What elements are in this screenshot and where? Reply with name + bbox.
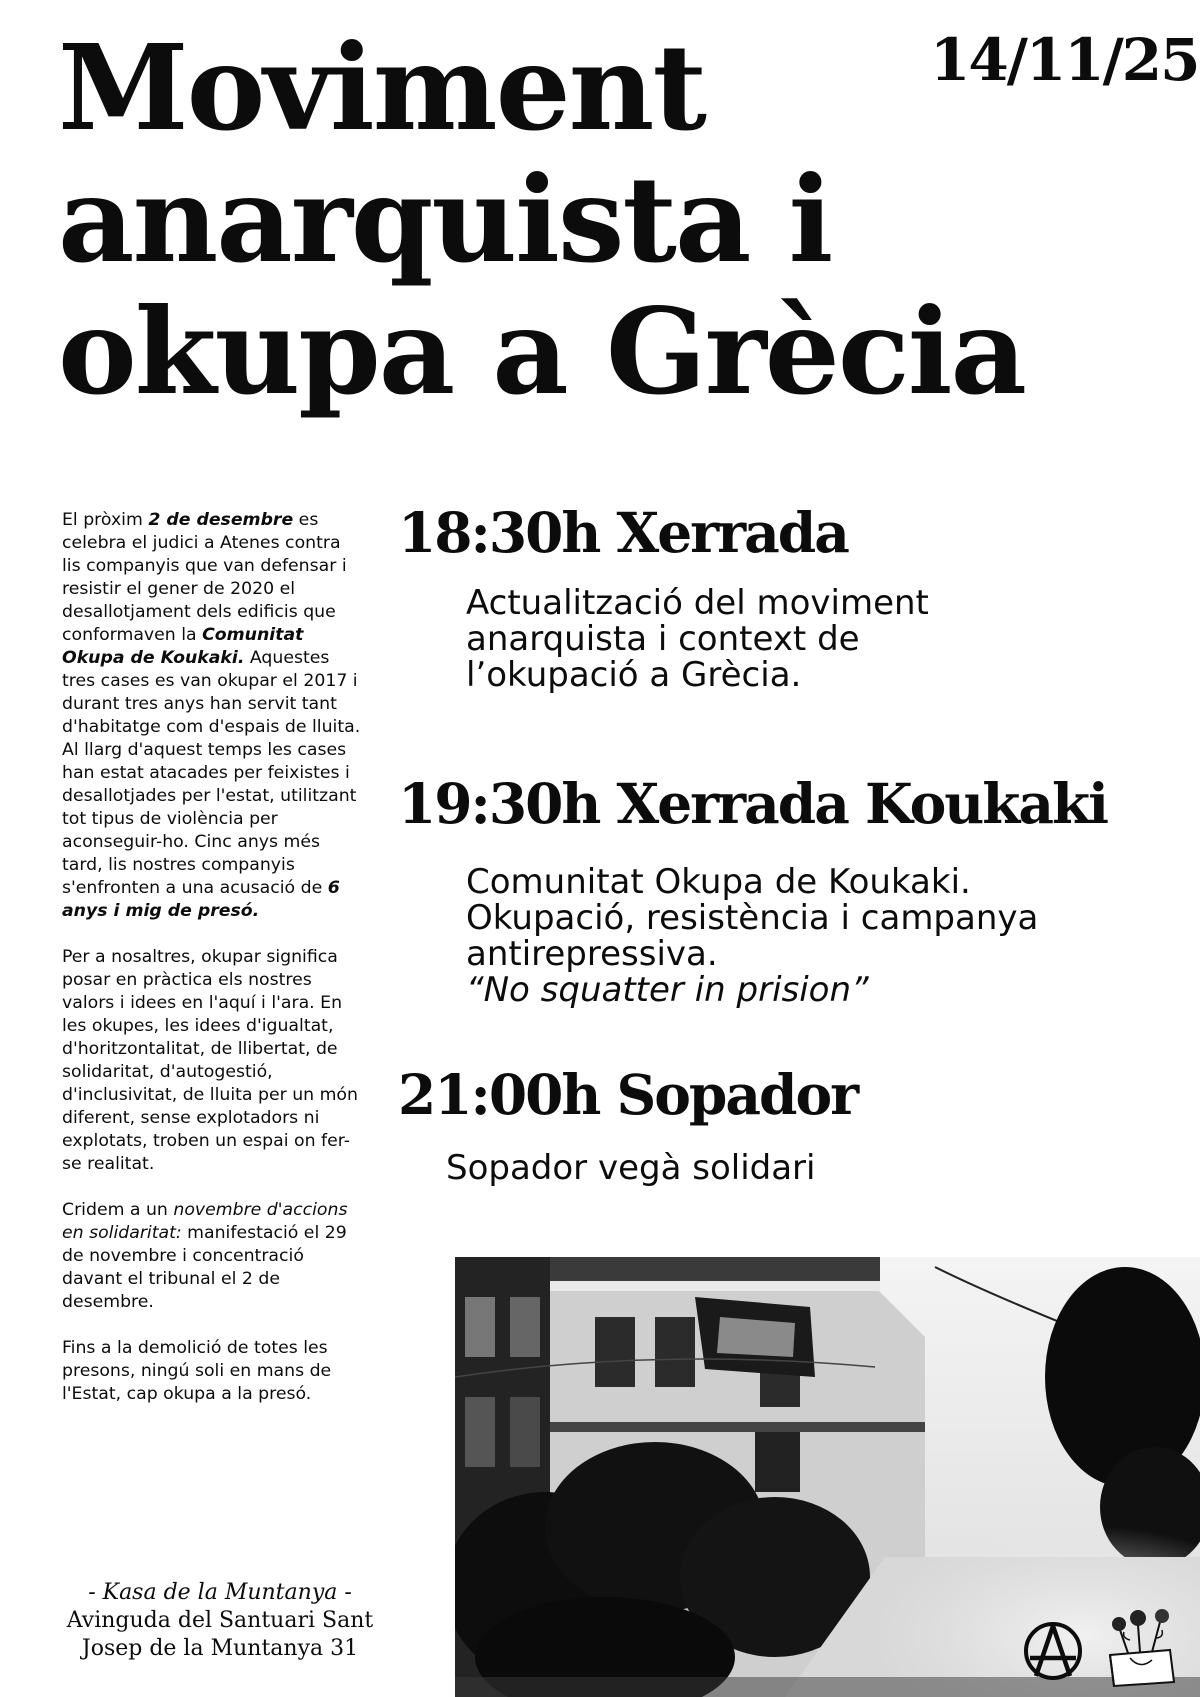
- p1-emphasis-date: 2 de desembre: [148, 510, 294, 530]
- anarchy-symbol-icon: [1022, 1620, 1084, 1682]
- squat-building-photo: [455, 1257, 1200, 1697]
- p1-emphasis-sentence: 6 anys i mig de presó.: [62, 878, 340, 921]
- event-2-desc-line-1: Comunitat Okupa de Koukaki.: [466, 862, 971, 902]
- venue-block: [40, 1579, 400, 1663]
- event-1-desc-line-1: Actualització del moviment: [466, 583, 929, 623]
- p3-emphasis: novembre d'accions en solidaritat:: [62, 1200, 348, 1243]
- paragraph-3: [62, 1199, 362, 1314]
- event-2-desc-line-3: antirepressiva.: [466, 934, 718, 974]
- event-1-desc-line-2: anarquista i context de: [466, 619, 860, 659]
- title-line-1: Moviment: [58, 18, 705, 157]
- event-3-desc-line-1: Sopador vegà solidari: [446, 1148, 816, 1188]
- paragraph-1: [62, 509, 362, 923]
- body-text-column: [62, 509, 362, 1429]
- p3-text-c: manifestació el 29 de novembre i concentració davant el tribunal el 2 de desembre.: [62, 1223, 347, 1312]
- event-date: 14/11/25: [930, 26, 1199, 94]
- paragraph-2: Per a nosaltres, okupar significa posar en pràctica els nostres valors i idees en l'aquí i l'ara. En les okupes, les idees d'igualtat, d'horitzontalitat, de llibertat, de solidaritat, d'autogestió, d'inclusivitat, de lluita per un món diferent, sense explotadors ni explotats, troben un espai on fer-se realitat.: [62, 947, 358, 1174]
- event-2-description: [466, 864, 1038, 1008]
- event-1-description: [466, 585, 929, 693]
- p1-emphasis-community: Comunitat Okupa de Koukaki.: [62, 625, 304, 668]
- venue-name: - Kasa de la Muntanya -: [88, 1580, 352, 1605]
- p1-text-a: El pròxim: [62, 510, 149, 530]
- event-2-quote: “No squatter in prision”: [466, 970, 869, 1010]
- p1-text-e: Aquestes tres cases es van okupar el 2017 i durant tres anys han servit tant d'habitatge com d'espais de lluita. Al llarg d'aquest temps les cases han estat atacades per feixistes i desallotjades per l'estat, utilitzant tot tipus de violència per aconseguir-ho. Cinc anys més tard, lis nostres companyis s'enfronten a una acusació de: [62, 648, 361, 898]
- title-line-2: anarquista i: [58, 150, 832, 289]
- p1-text-c: es celebra el judici a Atenes contra lis companyis que van defensar i resistir el gener de 2020 el desallotjament dels edificis que conformaven la: [62, 510, 347, 645]
- paragraph-4: Fins a la demolició de totes les presons, ningú soli en mans de l'Estat, cap okupa a la presó.: [62, 1338, 332, 1404]
- event-3-title: 21:00h Sopador: [398, 1062, 858, 1127]
- event-2-title: 19:30h Xerrada Koukaki: [398, 771, 1108, 836]
- poster-title: [58, 18, 1025, 421]
- venue-address-line-1: Avinguda del Santuari Sant: [66, 1608, 374, 1633]
- p3-text-a: Cridem a un: [62, 1200, 174, 1220]
- event-1-title: 18:30h Xerrada: [398, 500, 848, 565]
- event-2-desc-line-2: Okupació, resistència i campanya: [466, 898, 1039, 938]
- venue-address-line-2: Josep de la Muntanya 31: [81, 1636, 359, 1661]
- event-3-description: [446, 1150, 815, 1186]
- event-1-desc-line-3: l’okupació a Grècia.: [466, 655, 802, 695]
- flower-pot-icon: [1100, 1600, 1182, 1690]
- title-line-3: okupa a Grècia: [58, 282, 1025, 421]
